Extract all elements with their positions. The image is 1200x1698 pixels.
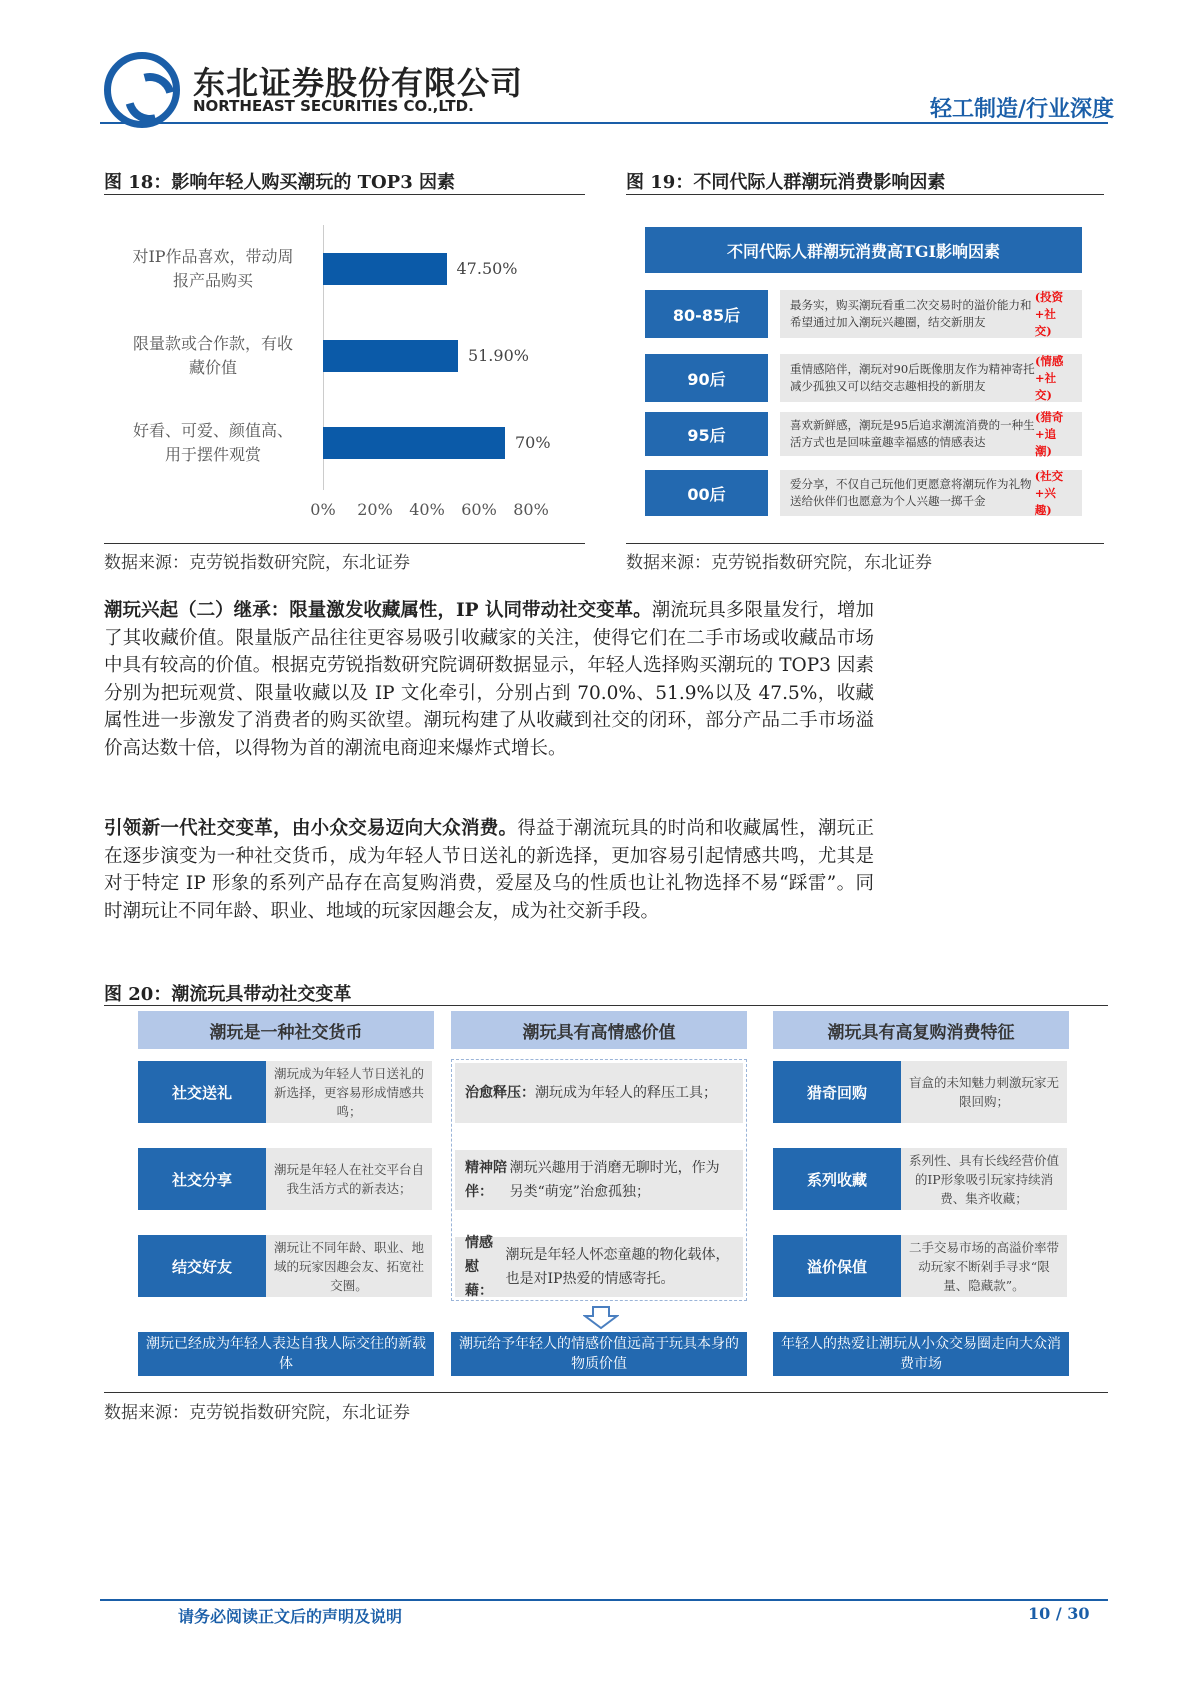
bar-1 (323, 340, 458, 372)
column-conclusion: 年轻人的热爱让潮玩从小众交易圈走向大众消费市场 (773, 1332, 1069, 1376)
paragraph-2-lead: 引领新一代社交变革，由小众交易迈向大众消费。 (104, 818, 518, 839)
paragraph-2-body: 得益于潮流玩具的时尚和收藏属性，潮玩正在逐步演变为一种社交货币，成为年轻人节日送礼的新选择，更加容易引起情感共鸣，尤其是对于特定 IP 形象的系列产品存在高复购消费，爱屋及乌的性质也让礼物选择不易“踩雷”。同时潮玩让不同年龄、职业、地域的玩家因趣会友，成为社交新手段。 (104, 818, 874, 922)
x-tick-label: 0% (310, 500, 336, 519)
generation-description (780, 409, 1082, 458)
generation-label: 80-85后 (645, 290, 768, 338)
fig20-source: 数据来源：克劳锐指数研究院，东北证券 (104, 1403, 410, 1423)
bar-value-label: 51.90% (467, 346, 529, 365)
bar-value-label: 47.50% (456, 259, 518, 278)
generation-description (780, 354, 1082, 402)
generation-label: 95后 (645, 412, 768, 456)
item-label: 精神陪伴： (465, 1160, 507, 1200)
item-label: 结交好友 (138, 1235, 266, 1297)
fig20-title-rule (104, 1005, 1108, 1006)
column-conclusion: 潮玩给予年轻人的情感价值远高于玩具本身的物质价值 (451, 1332, 747, 1376)
description-text: 喜欢新鲜感，潮玩是95后追求潮流消费的一种生活方式也是回味童趣幸福感的情感表达 (790, 418, 1035, 449)
generation-description (780, 470, 1082, 516)
description-text: 重情感陪伴，潮玩对90后既像朋友作为精神寄托减少孤独又可以结交志趣相投的新朋友 (790, 362, 1035, 393)
category-label-line: 用于摆件观赏 (164, 445, 261, 464)
company-logo-icon (104, 52, 180, 128)
fig20-title: 图 20：潮流玩具带动社交变革 (104, 984, 352, 1005)
fig18-title: 图 18：影响年轻人购买潮玩的 TOP3 因素 (104, 172, 455, 193)
category-label (118, 245, 308, 293)
category-label-line: 对IP作品喜欢，带动周 (132, 247, 294, 266)
x-tick-label: 60% (461, 500, 497, 519)
fig18-bottom-rule (104, 543, 585, 544)
bar-value-label: 70% (515, 433, 551, 452)
item-label: 情感慰藉： (465, 1235, 493, 1299)
description-tag: (猎奇+追潮) (1034, 409, 1064, 458)
generation-description (780, 290, 1082, 338)
header-divider (100, 122, 1108, 124)
generation-label: 00后 (645, 470, 768, 516)
bar-2 (323, 427, 505, 459)
bar-0 (323, 253, 447, 285)
item-label: 系列收藏 (773, 1148, 901, 1210)
down-arrow-icon (583, 1306, 619, 1330)
description-tag: (情感+社交) (1034, 353, 1064, 402)
fig18-title-rule (104, 194, 585, 195)
x-tick-label: 20% (357, 500, 393, 519)
footer-disclaimer: 请务必阅读正文后的声明及说明 (178, 1607, 403, 1626)
fig19-title-rule (626, 194, 1104, 195)
page-number: 10 / 30 (1028, 1604, 1090, 1623)
category-label-line: 报产品购买 (172, 271, 253, 290)
item-text: 潮玩是年轻人怀恋童趣的物化载体，也是对IP热爱的情感寄托。 (505, 1247, 730, 1287)
column-conclusion: 潮玩已经成为年轻人表达自我人际交往的新载体 (138, 1332, 434, 1376)
fig19-header: 不同代际人群潮玩消费高TGI影响因素 (645, 227, 1082, 273)
description-tag: (社交+兴趣) (1034, 468, 1064, 517)
paragraph-2 (104, 815, 874, 925)
fig20-bottom-rule (104, 1392, 1108, 1393)
section-label: 轻工制造/行业深度 (929, 96, 1114, 122)
item-text: 盲盒的未知魅力刺激玩家无限回购； (901, 1061, 1067, 1123)
category-label-line: 藏价值 (188, 358, 237, 377)
fig18-source: 数据来源：克劳锐指数研究院，东北证券 (104, 553, 410, 573)
item-text: 潮玩成为年轻人节日送礼的新选择，更容易形成情感共鸣； (266, 1061, 432, 1123)
category-label (118, 332, 308, 380)
paragraph-1-lead: 潮玩兴起（二）继承：限量激发收藏属性，IP 认同带动社交变革。 (104, 600, 652, 621)
item-label: 猎奇回购 (773, 1061, 901, 1123)
company-name-cn: 东北证券股份有限公司 (193, 64, 524, 102)
paragraph-1 (104, 597, 874, 763)
item-text: 系列性、具有长线经营价值的IP形象吸引玩家持续消费、集齐收藏； (901, 1148, 1067, 1210)
description-text: 最务实，购买潮玩看重二次交易时的溢价能力和希望通过加入潮玩兴趣圈，结交新朋友 (790, 298, 1032, 329)
generation-label: 90后 (645, 354, 768, 402)
item-label: 社交分享 (138, 1148, 266, 1210)
description-tag: (投资+社交) (1034, 289, 1064, 338)
column-header: 潮玩具有高情感价值 (451, 1011, 747, 1049)
item-text: 潮玩成为年轻人的释压工具； (535, 1085, 717, 1101)
item-text: 潮玩兴趣用于消磨无聊时光，作为另类“萌宠”治愈孤独； (509, 1160, 720, 1200)
x-tick-label: 40% (409, 500, 445, 519)
fig19-source: 数据来源：克劳锐指数研究院，东北证券 (626, 553, 932, 573)
item-label: 社交送礼 (138, 1061, 266, 1123)
item-text: 二手交易市场的高溢价率带动玩家不断剁手寻求“限量、隐藏款”。 (901, 1235, 1067, 1297)
column-header: 潮玩是一种社交货币 (138, 1011, 434, 1049)
item-text: 潮玩是年轻人在社交平台自我生活方式的新表达； (266, 1148, 432, 1210)
x-tick-label: 80% (513, 500, 549, 519)
category-label-line: 限量款或合作款，有收 (132, 334, 293, 353)
column-header: 潮玩具有高复购消费特征 (773, 1011, 1069, 1049)
footer-divider (100, 1599, 1108, 1601)
paragraph-1-body: 潮流玩具多限量发行，增加了其收藏价值。限量版产品往往更容易吸引收藏家的关注，使得它们在二手市场或收藏品市场中具有较高的价值。根据克劳锐指数研究院调研数据显示，年轻人选择购买潮玩的 TOP3 因素分别为把玩观赏、限量收藏以及 IP 文化牵引，分别占到 70.0%、51.9%以及 47.5%，收藏属性进一步激发了消费者的购买欲望。潮玩构建了从收藏到社交的闭环，部分产品二手市场溢价高达数十倍，以得物为首的潮流电商迎来爆炸式增长。 (104, 600, 874, 759)
fig19-bottom-rule (626, 543, 1104, 544)
item-text: 潮玩让不同年龄、职业、地域的玩家因趣会友、拓宽社交圈。 (266, 1235, 432, 1297)
description-text: 爱分享，不仅自己玩他们更愿意将潮玩作为礼物送给伙伴们也愿意为个人兴趣一掷千金 (790, 477, 1032, 508)
item-label: 治愈释压： (465, 1085, 535, 1101)
category-label (118, 419, 308, 467)
category-label-line: 好看、可爱、颜值高、 (132, 421, 293, 440)
col2-dashed-frame (451, 1059, 747, 1301)
company-name-en: NORTHEAST SECURITIES CO.,LTD. (193, 97, 474, 115)
item-label: 溢价保值 (773, 1235, 901, 1297)
fig19-title: 图 19：不同代际人群潮玩消费影响因素 (626, 172, 946, 193)
